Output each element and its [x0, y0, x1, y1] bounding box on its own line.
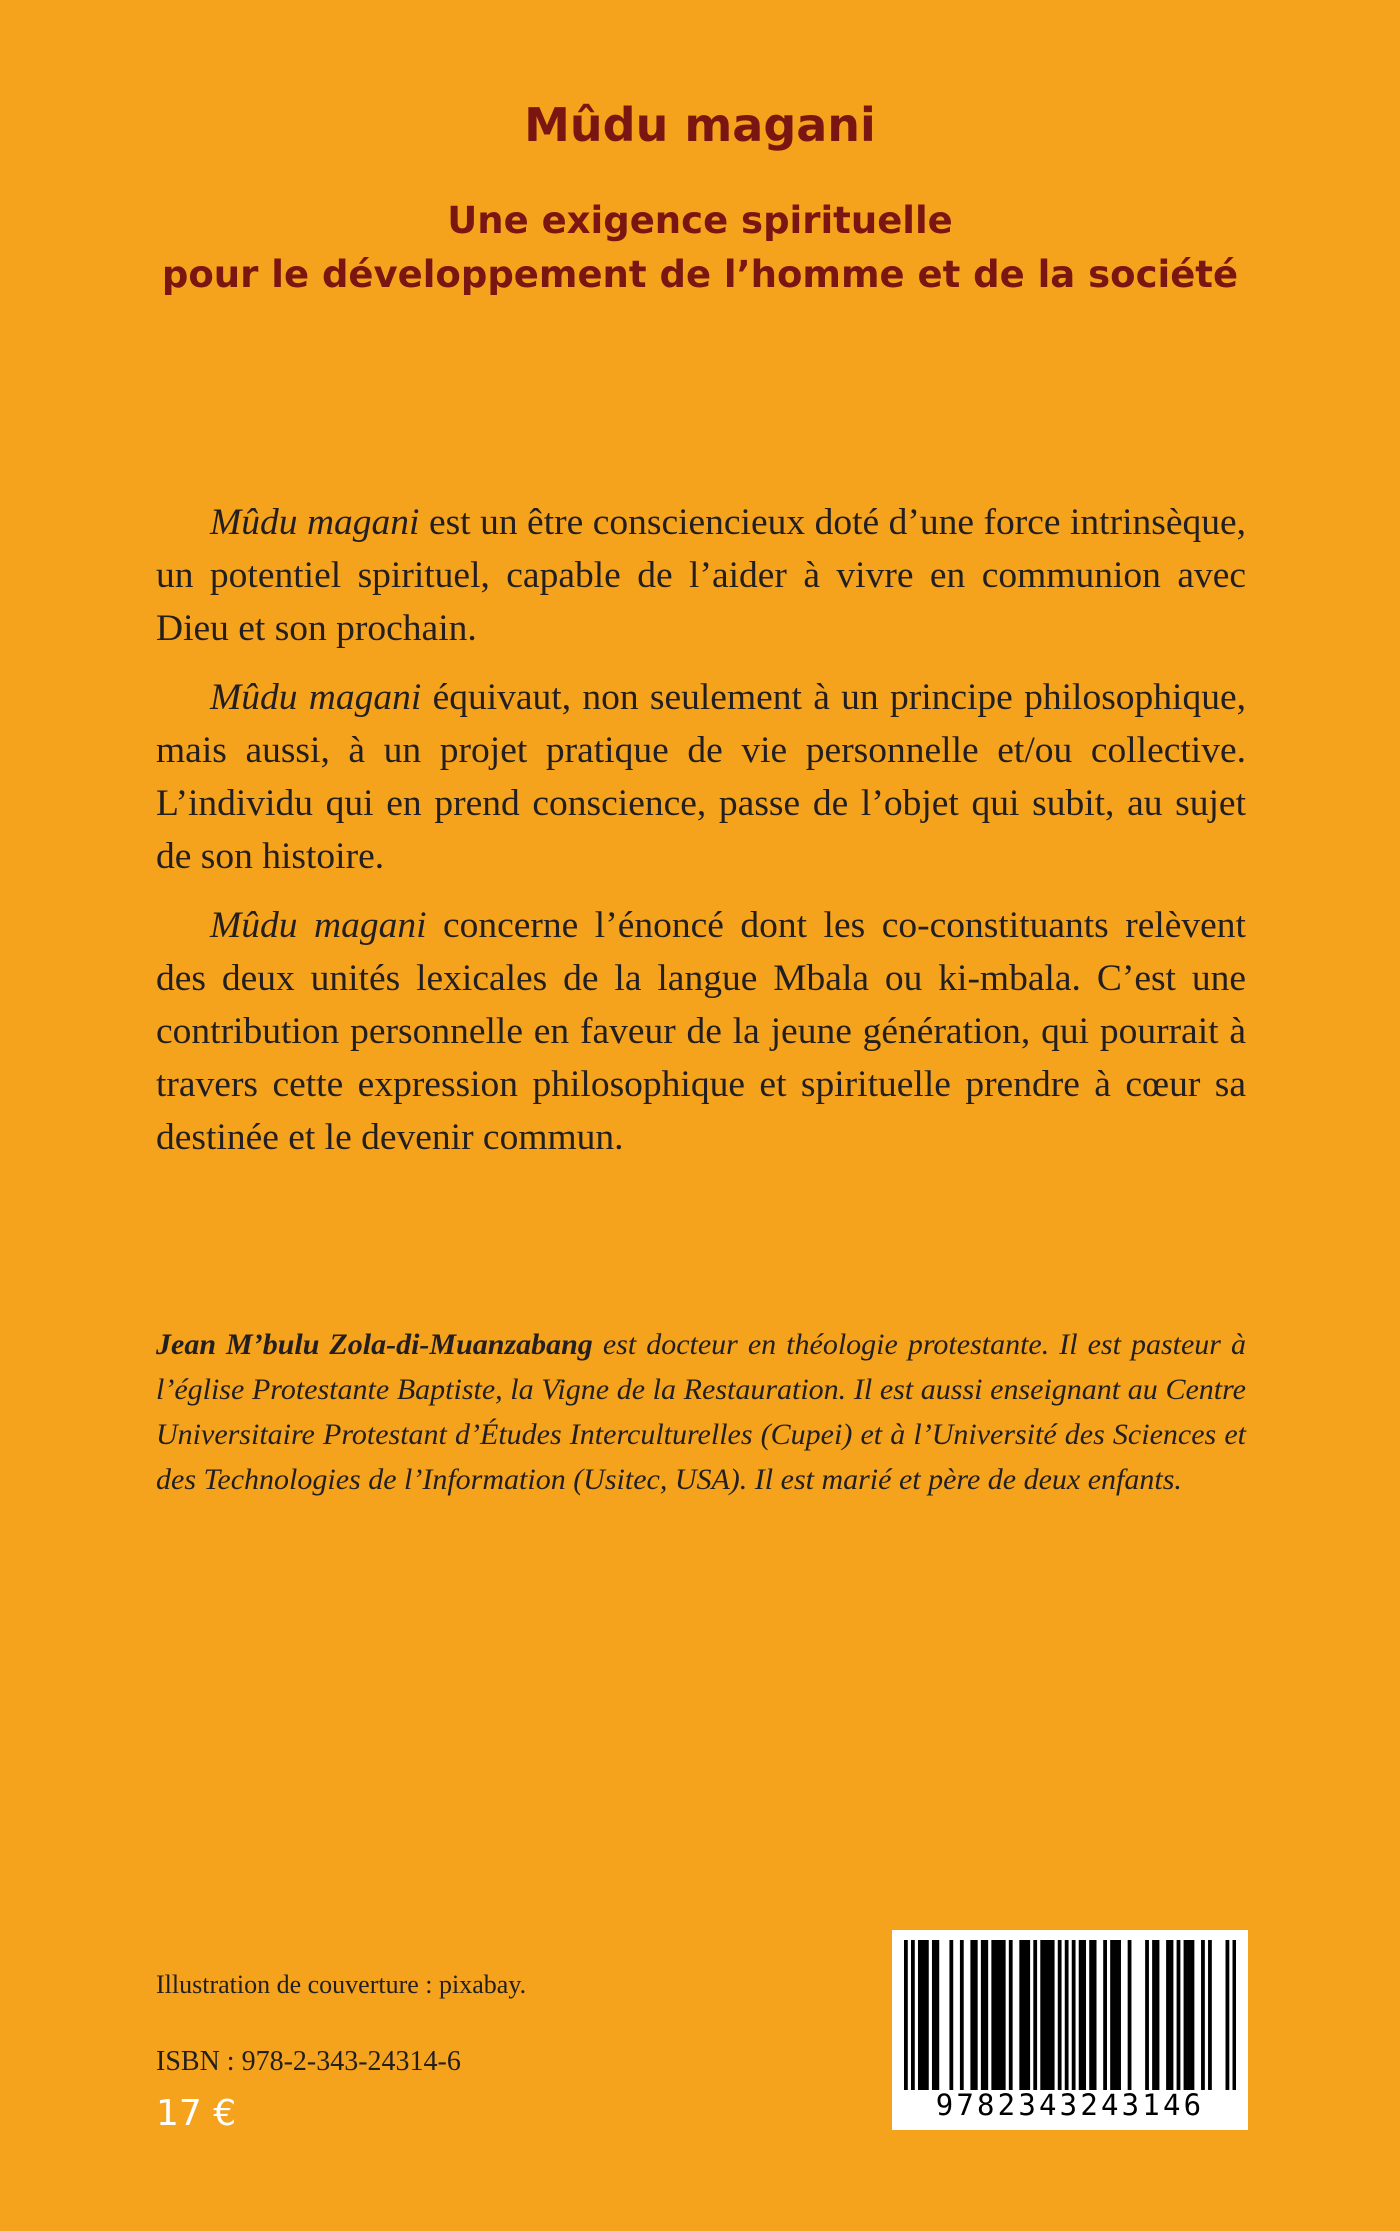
synopsis-paragraph-2: [156, 671, 1246, 883]
barcode-bar: [1233, 1940, 1236, 2090]
barcode-bar: [1187, 1940, 1191, 2090]
synopsis-text: équivaut, non seulement à un principe philosophique, mais aussi, à un projet pratique de vie personnelle et/ou collective. L’individu qui en prend conscience, passe de l’objet qui subit, au sujet de son histoire.: [156, 677, 1246, 877]
barcode-bar: [1184, 1940, 1188, 2090]
barcode-bar: [1009, 1940, 1013, 2090]
barcode-bar: [1026, 1940, 1030, 2090]
barcode-bar: [1047, 1940, 1051, 2090]
synopsis-text: concerne l’énoncé dont les co-constituants relèvent des deux unités lexicales de la langue Mbala ou ki-mbala. C’est une contribution personnelle en faveur de la jeune génération, qui pourrait à travers cette expression philosophique et spirituelle prendre à cœur sa destinée et le devenir commun.: [156, 905, 1246, 1158]
synopsis-term: Mûdu magani: [210, 502, 420, 543]
synopsis: [156, 496, 1246, 1180]
barcode-bar: [1033, 1940, 1037, 2090]
barcode-bar: [1079, 1940, 1083, 2090]
barcode-bar: [981, 1940, 985, 2090]
barcode-bar: [995, 1940, 999, 2090]
synopsis-text: est un être consciencieux doté d’une force intrinsèque, un potentiel spirituel, capable de l’aider à vivre en communion avec Dieu et son prochain.: [156, 502, 1246, 649]
barcode-bar: [1110, 1940, 1114, 2090]
barcode-bar: [1082, 1940, 1086, 2090]
barcode-bar: [904, 1940, 908, 2090]
barcode-bar: [1103, 1940, 1107, 2090]
author-bio-text: est docteur en théologie protestante. Il est pasteur à l’église Protestante Baptiste, la Vigne de la Restauration. Il est aussi enseignant au Centre Universitaire Protestant d’Études Interculturelles (Cupei) et à l’Université des Sciences et des Technologies de l’Information (Usitec, USA). Il est marié et père de deux enfants.: [156, 1328, 1246, 1496]
barcode-bar: [925, 1940, 929, 2090]
barcode-bar: [1065, 1940, 1069, 2090]
barcode-bar: [1072, 1940, 1076, 2090]
barcode-bar: [984, 1940, 988, 2090]
barcode-bar: [949, 1940, 953, 2090]
barcode-bar: [960, 1940, 964, 2090]
barcode: [892, 1930, 1248, 2130]
barcode-bar: [1191, 1940, 1195, 2090]
barcode-bar: [918, 1940, 922, 2090]
barcode-bar: [998, 1940, 1002, 2090]
barcode-bar: [1166, 1940, 1170, 2090]
barcode-bar: [1019, 1940, 1023, 2090]
barcode-bar: [1051, 1940, 1055, 2090]
subtitle-line-1: Une exigence spirituelle: [447, 199, 953, 242]
barcode-bar: [1093, 1940, 1097, 2090]
barcode-bar: [1002, 1940, 1006, 2090]
barcode-bar: [1089, 1940, 1093, 2090]
barcode-bar: [1117, 1940, 1121, 2090]
isbn: ISBN : 978-2-343-24314-6: [156, 2046, 461, 2077]
barcode-digits: 9782343243146: [935, 2088, 1205, 2122]
author-name: Jean M’bulu Zola-di-Muanzabang: [156, 1328, 593, 1361]
price: 17 €: [156, 2093, 237, 2134]
barcode-bar: [1040, 1940, 1044, 2090]
barcode-bar: [1128, 1940, 1132, 2090]
barcode-bar: [1152, 1940, 1156, 2090]
barcode-bar: [1058, 1940, 1062, 2090]
book-title: Mûdu magani: [524, 98, 876, 152]
barcode-bar: [1023, 1940, 1027, 2090]
barcode-bar: [1201, 1940, 1205, 2090]
synopsis-term: Mûdu magani: [210, 905, 427, 946]
barcode-bar: [970, 1940, 974, 2090]
synopsis-term: Mûdu magani: [210, 677, 422, 718]
barcode-bar: [1145, 1940, 1149, 2090]
illustration-credit: Illustration de couverture : pixabay.: [156, 1970, 527, 1999]
barcode-bar: [974, 1940, 978, 2090]
barcode-bar: [991, 1940, 995, 2090]
barcode-bar: [1044, 1940, 1048, 2090]
barcode-bar: [1156, 1940, 1160, 2090]
barcode-bar: [1114, 1940, 1118, 2090]
barcode-bar: [1226, 1940, 1230, 2090]
barcode-bar: [921, 1940, 925, 2090]
synopsis-paragraph-3: [156, 899, 1246, 1164]
barcode-bar: [911, 1940, 915, 2090]
barcode-bar: [1170, 1940, 1174, 2090]
author-bio: [156, 1322, 1246, 1502]
barcode-bar: [1177, 1940, 1181, 2090]
subtitle-line-2: pour le développement de l’homme et de la société: [161, 253, 1239, 296]
barcode-bar: [932, 1940, 936, 2090]
barcode-bars: [904, 1940, 1236, 2090]
book-subtitle: [0, 194, 1400, 302]
barcode-bar: [1208, 1940, 1212, 2090]
synopsis-paragraph-1: [156, 496, 1246, 655]
barcode-bar: [935, 1940, 939, 2090]
